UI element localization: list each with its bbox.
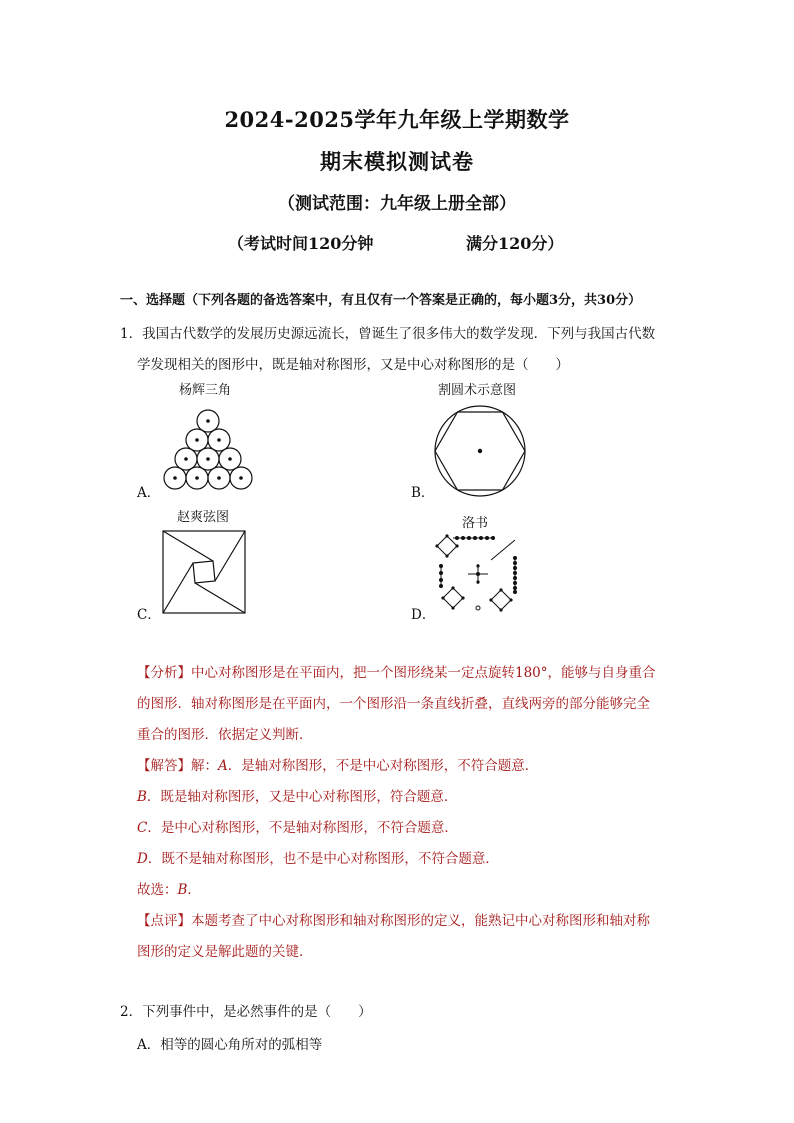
exam-time: （考试时间120分钟 — [228, 234, 374, 253]
sol-a-letter: A — [218, 758, 228, 774]
solution-tag: 【解答】 — [137, 758, 191, 774]
choice-suffix: ． — [187, 882, 201, 898]
solution-line-c — [137, 816, 458, 836]
option-a-letter: A． — [137, 485, 161, 501]
choice-prefix: 故选： — [137, 882, 178, 898]
circle-hexagon-figure — [432, 403, 528, 499]
analysis-line3: 重合的图形．依据定义判断． — [137, 727, 313, 743]
exam-scope: （测试范围：九年级上册全部） — [278, 194, 516, 214]
sol-c-letter: C — [137, 820, 148, 836]
option-c-caption: 赵爽弦图 — [177, 510, 230, 525]
section-heading: 一、选择题（下列各题的备选答案中，有且仅有一个答案是正确的，每小题3分，共30分） — [120, 293, 642, 308]
solution-prefix: 解： — [191, 758, 218, 774]
yanghui-triangle-figure — [158, 404, 258, 494]
comment-line1 — [137, 909, 650, 929]
solution-line-d — [137, 847, 499, 867]
solution-line-b — [137, 785, 457, 805]
q1-stem-line1: 1．我国古代数学的发展历史源远流长，曾诞生了很多伟大的数学发现．下列与我国古代数 — [120, 326, 656, 342]
option-b-letter: B． — [411, 485, 435, 501]
exam-title: 2024-2025学年九年级上学期数学 — [224, 107, 570, 132]
sol-c-text: ．是中心对称图形，不是轴对称图形，不符合题意． — [147, 820, 458, 836]
sol-d-text: ．既不是轴对称图形，也不是中心对称图形，不符合题意． — [147, 851, 499, 867]
final-choice — [137, 878, 201, 898]
q2-option-a: A．相等的圆心角所对的弧相等 — [137, 1037, 323, 1053]
sol-b-letter: B — [137, 789, 147, 805]
analysis-text-1: 中心对称图形是在平面内，把一个图形绕某一定点旋转180°，能够与自身重合 — [191, 665, 656, 681]
sol-d-letter: D — [137, 851, 148, 867]
analysis-line2: 的图形．轴对称图形是在平面内，一个图形沿一条直线折叠，直线两旁的部分能够完全 — [137, 696, 650, 712]
option-c-letter: C． — [137, 607, 161, 623]
choice-letter: B — [177, 882, 188, 898]
option-b-caption: 割圆术示意图 — [438, 383, 517, 398]
sol-a-text: ．是轴对称图形，不是中心对称图形，不符合题意． — [227, 758, 539, 774]
comment-tag: 【点评】 — [137, 913, 191, 929]
analysis-tag: 【分析】 — [137, 665, 191, 681]
luoshu-figure — [433, 532, 523, 614]
solution-line-a — [137, 754, 538, 774]
exam-subtitle: 期末模拟测试卷 — [320, 149, 474, 174]
q2-stem: 2．下列事件中，是必然事件的是（ ） — [120, 1004, 372, 1020]
q1-stem-line2: 学发现相关的图形中，既是轴对称图形，又是中心对称图形的是（ ） — [137, 357, 569, 373]
comment-text-1: 本题考查了中心对称图形和轴对称图形的定义，能熟记中心对称图形和轴对称 — [191, 913, 650, 929]
option-a-caption: 杨辉三角 — [179, 383, 232, 398]
option-d-letter: D． — [411, 607, 436, 623]
option-d-caption: 洛书 — [462, 516, 489, 531]
analysis-line1 — [137, 661, 656, 681]
exam-score: 满分120分） — [466, 234, 564, 253]
zhaoshuang-diagram-figure — [161, 529, 247, 615]
comment-line2: 图形的定义是解此题的关键． — [137, 944, 313, 960]
sol-b-text: ．既是轴对称图形，又是中心对称图形，符合题意． — [146, 789, 458, 805]
